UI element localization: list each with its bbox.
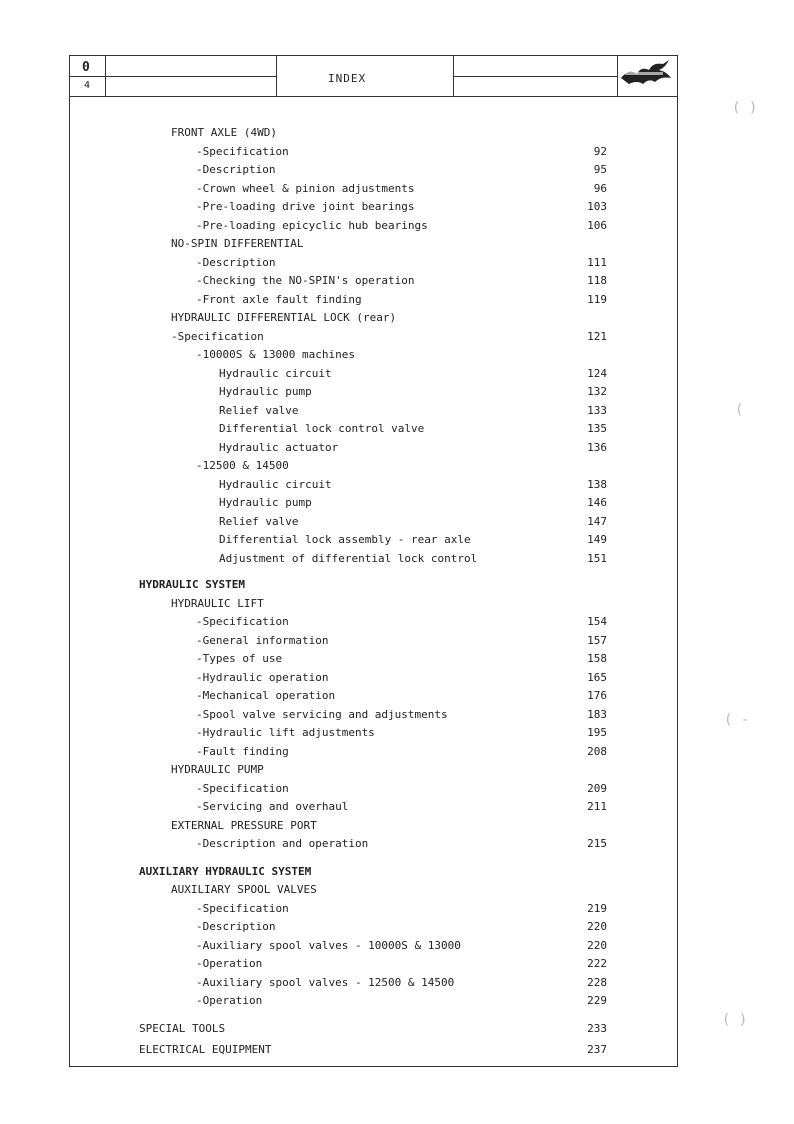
entry-page: 165 xyxy=(587,670,607,684)
entry-page: 147 xyxy=(587,514,607,528)
entry-title: -Servicing and overhaul xyxy=(196,800,349,813)
entry-title: -Types of use xyxy=(196,652,283,665)
entry-page: 222 xyxy=(587,957,607,970)
entry-title: AUXILIARY HYDRAULIC SYSTEM xyxy=(139,864,312,878)
entry-page: 208 xyxy=(587,744,607,758)
entry-title: -General information xyxy=(196,633,329,647)
entry-page: 229 xyxy=(587,994,607,1007)
entry-page: 219 xyxy=(587,901,607,915)
entry-page: 149 xyxy=(587,533,607,546)
entry-title: Hydraulic circuit xyxy=(219,366,332,380)
entry-title: -Auxiliary spool valves - 12500 & 14500 xyxy=(196,975,455,989)
entry-title: Relief valve xyxy=(219,514,299,528)
entry-title: HYDRAULIC DIFFERENTIAL LOCK (rear) xyxy=(171,311,397,324)
entry-page: 121 xyxy=(587,329,607,343)
entry-title: EXTERNAL PRESSURE PORT xyxy=(171,818,317,832)
entry-title: Hydraulic actuator xyxy=(219,440,339,454)
entry-title: FRONT AXLE (4WD) xyxy=(171,126,277,139)
entry-page: 228 xyxy=(587,975,607,989)
entry-title: -Description xyxy=(196,163,276,176)
entry-title: -Pre-loading epicyclic hub bearings xyxy=(196,218,428,232)
entry-title: -12500 & 14500 xyxy=(196,459,289,472)
entry-title: -Mechanical operation xyxy=(196,689,336,702)
entry-title: -Spool valve servicing and adjustments xyxy=(196,707,448,721)
entry-title: ELECTRICAL EQUIPMENT xyxy=(139,1043,272,1056)
entry-page: 95 xyxy=(593,163,607,176)
entry-title: -Hydraulic lift adjustments xyxy=(196,726,375,739)
entry-title: -Front axle fault finding xyxy=(196,292,362,306)
entry-title: -Specification xyxy=(196,901,289,915)
index-title: INDEX xyxy=(328,72,367,85)
entry-page: 135 xyxy=(587,422,607,435)
entry-page: 103 xyxy=(587,200,607,213)
entry-title: Adjustment of differential lock control xyxy=(219,551,478,565)
entry-title: Hydraulic pump xyxy=(219,385,312,398)
entry-title: Differential lock control valve xyxy=(219,422,425,435)
entry-page: 106 xyxy=(587,218,607,232)
entry-page: 220 xyxy=(587,938,607,952)
entry-page: 124 xyxy=(587,366,607,380)
entry-title: -Specification xyxy=(196,144,289,158)
index-header xyxy=(70,56,677,97)
entry-title: -Crown wheel & pinion adjustments xyxy=(196,181,415,195)
entry-title: -Operation xyxy=(196,994,263,1007)
entry-title: Hydraulic circuit xyxy=(219,477,332,491)
entry-page: 183 xyxy=(587,707,607,721)
page-frame xyxy=(69,55,678,1067)
entry-page: 195 xyxy=(587,726,607,739)
entry-page: 138 xyxy=(587,477,607,491)
entry-title: -Auxiliary spool valves - 10000S & 13000 xyxy=(196,938,461,952)
entry-title: Differential lock assembly - rear axle xyxy=(219,533,471,546)
entry-page: 118 xyxy=(587,274,607,287)
entry-page: 215 xyxy=(587,837,607,850)
entry-title: -Pre-loading drive joint bearings xyxy=(196,200,415,213)
entry-page: 154 xyxy=(587,615,607,628)
entry-title: HYDRAULIC LIFT xyxy=(171,596,264,610)
entry-page: 151 xyxy=(587,551,607,565)
entry-title: -Description xyxy=(196,255,276,269)
entry-title: SPECIAL TOOLS xyxy=(139,1021,226,1035)
brand-logo-icon xyxy=(619,58,675,92)
entry-title: -Specification xyxy=(196,615,289,628)
entry-title: -Checking the NO-SPIN's operation xyxy=(196,274,415,287)
entry-page: 111 xyxy=(587,255,607,269)
entry-title: -Description and operation xyxy=(196,837,369,850)
entry-title: Relief valve xyxy=(219,403,299,417)
entry-title: -Description xyxy=(196,920,276,933)
entry-title: -10000S & 13000 machines xyxy=(196,348,355,361)
entry-page: 233 xyxy=(587,1021,607,1035)
entry-page: 157 xyxy=(587,633,607,647)
page-number: 4 xyxy=(84,80,91,91)
entry-page: 209 xyxy=(587,781,607,795)
entry-page: 158 xyxy=(587,652,607,665)
entry-page: 92 xyxy=(593,144,607,158)
entry-page: 146 xyxy=(587,496,607,509)
entry-page: 133 xyxy=(587,403,607,417)
entry-title: NO-SPIN DIFFERENTIAL xyxy=(171,237,304,250)
entry-page: 96 xyxy=(593,181,607,195)
entry-page: 132 xyxy=(587,385,607,398)
entry-title: Hydraulic pump xyxy=(219,496,312,509)
entry-title: HYDRAULIC PUMP xyxy=(171,763,264,776)
entry-title: HYDRAULIC SYSTEM xyxy=(139,578,245,591)
entry-page: 237 xyxy=(587,1043,607,1056)
entry-title: -Specification xyxy=(171,329,264,343)
entry-title: AUXILIARY SPOOL VALVES xyxy=(171,883,317,896)
entry-page: 211 xyxy=(587,800,607,813)
entry-title: -Operation xyxy=(196,957,263,970)
entry-page: 176 xyxy=(587,689,607,702)
entry-page: 136 xyxy=(587,440,607,454)
entry-page: 220 xyxy=(587,920,607,933)
section-number: 0 xyxy=(82,60,90,75)
entry-title: -Fault finding xyxy=(196,744,289,758)
entry-title: -Hydraulic operation xyxy=(196,670,329,684)
entry-page: 119 xyxy=(587,292,607,306)
entry-title: -Specification xyxy=(196,781,289,795)
